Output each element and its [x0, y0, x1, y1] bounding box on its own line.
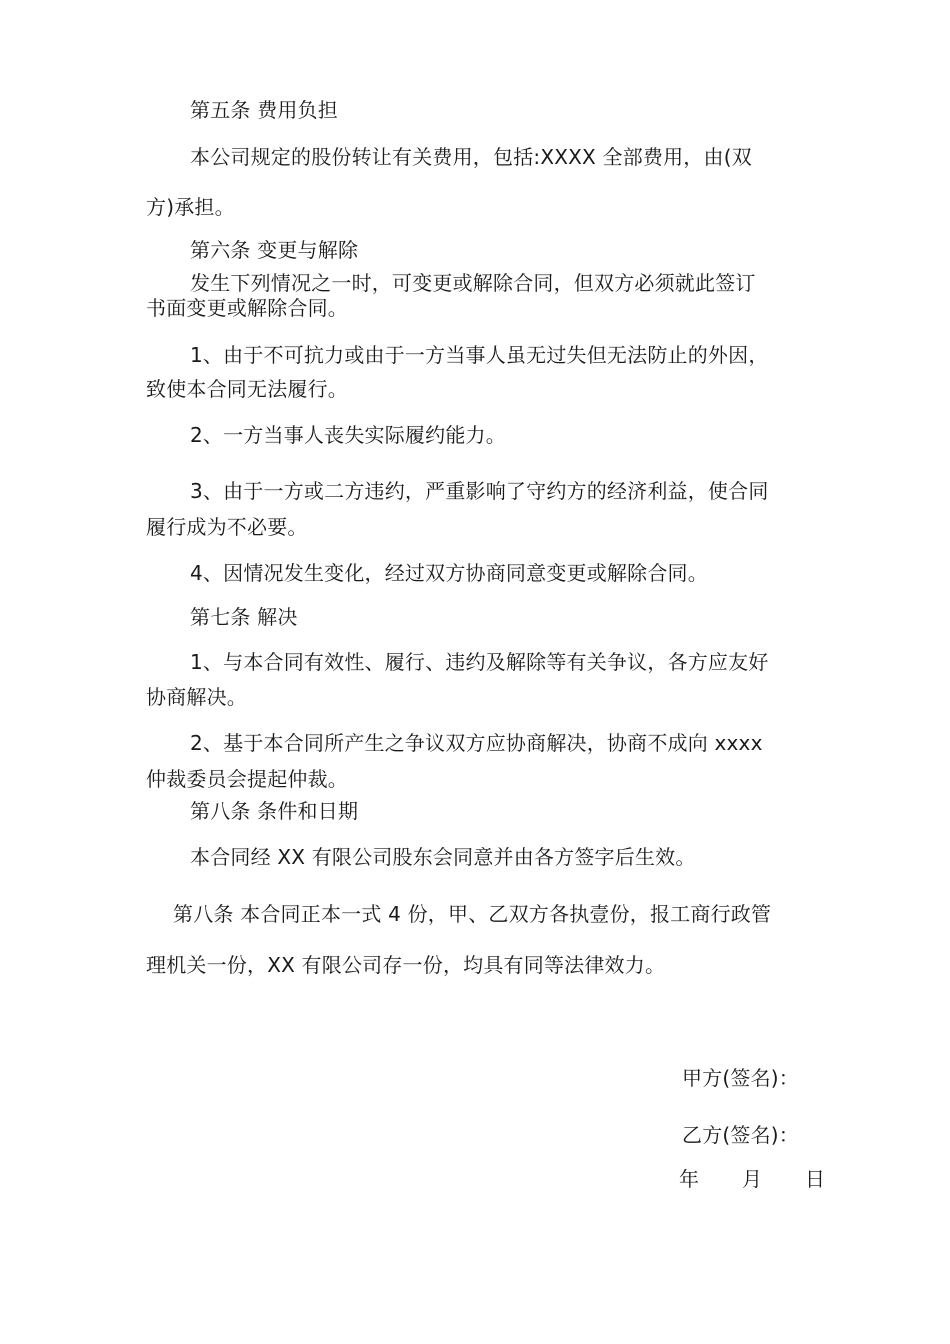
article6-intro-line2: 书面变更或解除合同。	[146, 296, 348, 320]
article6-heading: 第六条 变更与解除	[190, 238, 359, 262]
party-a-signature: 甲方(签名)：	[682, 1066, 800, 1090]
article6-item1-line2: 致使本合同无法履行。	[146, 377, 348, 401]
article5-heading: 第五条 费用负担	[190, 98, 338, 122]
article5-text-line2: 方)承担。	[146, 195, 235, 219]
article6-item3-line1: 3、由于一方或二方违约，严重影响了守约方的经济利益，使合同	[190, 479, 769, 503]
article8-text: 本合同经 XX 有限公司股东会同意并由各方签字后生效。	[190, 845, 696, 869]
article8b-text-line2: 理机关一份，XX 有限公司存一份，均具有同等法律效力。	[146, 953, 666, 977]
signing-date: 年 月 日	[679, 1167, 826, 1191]
article7-item1-line2: 协商解决。	[146, 685, 247, 709]
article7-heading: 第七条 解决	[190, 605, 298, 629]
article6-item2: 2、一方当事人丧失实际履约能力。	[190, 423, 506, 447]
article6-item3-line2: 履行成为不必要。	[146, 515, 308, 539]
article6-item1-line1: 1、由于不可抗力或由于一方当事人虽无过失但无法防止的外因，	[190, 343, 769, 367]
article6-item4: 4、因情况发生变化，经过双方协商同意变更或解除合同。	[190, 561, 708, 585]
article8b-text-line1: 第八条 本合同正本一式 4 份，甲、乙双方各执壹份，报工商行政管	[173, 902, 772, 926]
article7-item2-line2: 仲裁委员会提起仲裁。	[146, 767, 348, 791]
party-b-signature: 乙方(签名)：	[682, 1123, 800, 1147]
article7-item2-line1: 2、基于本合同所产生之争议双方应协商解决，协商不成向 xxxx	[190, 731, 763, 755]
article8-heading: 第八条 条件和日期	[190, 799, 359, 823]
article7-item1-line1: 1、与本合同有效性、履行、违约及解除等有关争议，各方应友好	[190, 650, 769, 674]
article6-intro-line1: 发生下列情况之一时，可变更或解除合同，但双方必须就此签订	[190, 271, 756, 295]
article5-text-line1: 本公司规定的股份转让有关费用，包括:XXXX 全部费用，由(双	[190, 145, 752, 169]
